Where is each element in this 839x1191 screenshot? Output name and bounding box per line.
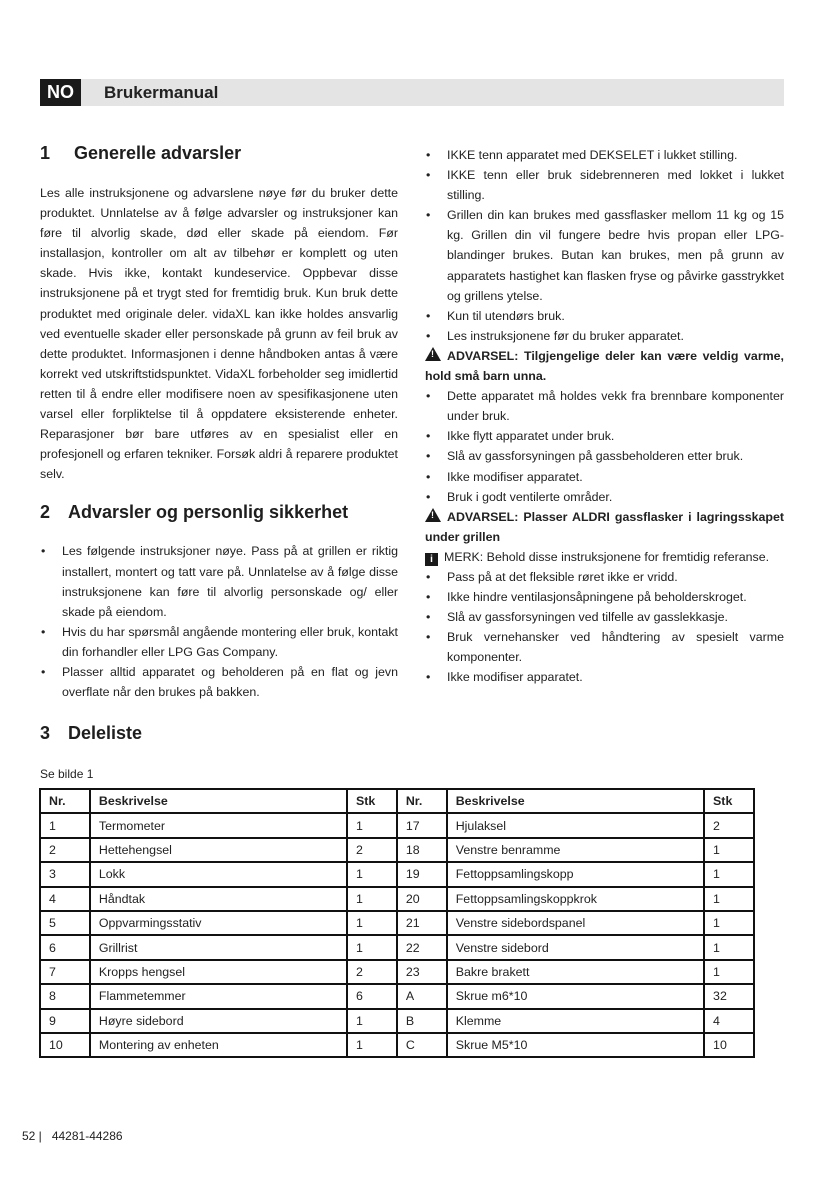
table-cell: 1 <box>347 1033 397 1057</box>
section1-body: Les alle instruksjonene og advarslene nøye før du bruker dette produktet. Unnlatelse av å følge advarsler og instruksjoner kan føre til alvorlig skade, død eller skade på eiendom. Før installasjon, kontroller om alt av tilbehør er komplett og uten skade. Hvis ikke, kontakt kundeservice. Oppbevar disse instruksjonene på et trygt sted for fremtidig bruk. Kun bruk dette produktet med originale deler. vidaXL kan ikke holdes ansvarlig ved eventuelle skader eller personskade på grunn av feil bruk av dette produktet. Informasjonen i denne håndboken antas å være korrekt ved utskriftstidspunktet. VidaXL forbeholder seg imidlertid retten til å endre eller modifisere noen av spesifikasjonene uten varsel eller forpliktelse til å oppdatere eksisterende enheter. Reparasjoner bør bare utføres av en spesialist eller en profesjonell og erfaren tekniker. Forsøk aldri å reparere produktet selv. <box>40 186 398 482</box>
table-cell: 5 <box>40 911 90 935</box>
table-cell: 2 <box>347 960 397 984</box>
table-cell: Hettehengsel <box>90 838 347 862</box>
table-cell: 2 <box>347 838 397 862</box>
manual-title: Brukermanual <box>104 83 219 102</box>
table-cell: 4 <box>704 1009 754 1033</box>
table-cell: Flammetemmer <box>90 984 347 1008</box>
list-item: • Kun til utendørs bruk. <box>425 306 784 326</box>
section1-heading <box>40 140 398 166</box>
list-item: • Ikke hindre ventilasjonsåpningene på beholderskroget. <box>425 587 784 607</box>
table-cell: 1 <box>704 911 754 935</box>
table-cell: Venstre sidebord <box>447 935 704 959</box>
table-cell: 9 <box>40 1009 90 1033</box>
table-cell: 1 <box>347 935 397 959</box>
table-row <box>40 838 754 862</box>
table-cell: 1 <box>704 887 754 911</box>
section1-number: 1 <box>40 143 51 163</box>
table-row <box>40 887 754 911</box>
table-cell: C <box>397 1033 447 1057</box>
list-item: • Ikke modifiser apparatet. <box>425 667 784 687</box>
table-row <box>40 1009 754 1033</box>
table-cell: 17 <box>397 813 447 837</box>
table-row <box>40 862 754 886</box>
list-item: • Ikke modifiser apparatet. <box>425 467 784 487</box>
table-cell: 22 <box>397 935 447 959</box>
page-number: 52 | <box>22 1129 42 1143</box>
table-cell: Kropps hengsel <box>90 960 347 984</box>
table-cell: 23 <box>397 960 447 984</box>
table-cell: Klemme <box>447 1009 704 1033</box>
table-cell: Venstre benramme <box>447 838 704 862</box>
table-row <box>40 984 754 1008</box>
table-cell: A <box>397 984 447 1008</box>
table-cell: 7 <box>40 960 90 984</box>
language-badge: NO <box>40 79 81 106</box>
list-item: • Slå av gassforsyningen på gassbeholderen etter bruk. <box>425 446 784 466</box>
table-row <box>40 960 754 984</box>
parts-table-body <box>40 813 754 1057</box>
list-item: • Hvis du har spørsmål angående montering eller bruk, kontakt din forhandler eller LPG Gas Company. <box>40 622 398 662</box>
table-cell: 1 <box>704 960 754 984</box>
column-header: Stk <box>347 789 397 813</box>
table-cell: 1 <box>347 911 397 935</box>
table-cell: 1 <box>347 862 397 886</box>
parts-table <box>39 788 755 1058</box>
table-cell: 18 <box>397 838 447 862</box>
page-footer <box>22 1129 123 1143</box>
list-item: • Plasser alltid apparatet og beholderen på en flat og jevn overflate når den brukes på bakken. <box>40 662 398 702</box>
warning-icon <box>425 347 441 361</box>
table-cell: 1 <box>704 838 754 862</box>
table-cell: Bakre brakett <box>447 960 704 984</box>
table-cell: 10 <box>40 1033 90 1057</box>
warning-hot-parts <box>425 346 784 386</box>
table-cell: 2 <box>40 838 90 862</box>
right-column <box>425 145 784 688</box>
column-header: Beskrivelse <box>447 789 704 813</box>
safety-list-1 <box>425 145 784 346</box>
table-row <box>40 813 754 837</box>
section2-list <box>40 541 398 702</box>
table-cell: 20 <box>397 887 447 911</box>
note-text: MERK: Behold disse instruksjonene for fremtidig referanse. <box>444 549 770 564</box>
table-row <box>40 911 754 935</box>
table-cell: 10 <box>704 1033 754 1057</box>
warning-icon <box>425 508 441 522</box>
page-header <box>40 79 784 106</box>
list-item: • IKKE tenn apparatet med DEKSELET i lukket stilling. <box>425 145 784 165</box>
table-cell: 4 <box>40 887 90 911</box>
table-cell: 1 <box>704 935 754 959</box>
table-cell: Hjulaksel <box>447 813 704 837</box>
list-item: • Pass på at det fleksible røret ikke er vridd. <box>425 567 784 587</box>
table-cell: 6 <box>40 935 90 959</box>
section3-number: 3 <box>40 723 51 743</box>
section3-title: Deleliste <box>68 723 143 743</box>
table-cell: Fettoppsamlingskopp <box>447 862 704 886</box>
list-item: • Les følgende instruksjoner nøye. Pass på at grillen er riktig installert, montert og tatt vare på. Unnlatelse av å følge disse instruksjonene kan føre til alvorlig personskade og/ eller skade på eiendom. <box>40 541 398 621</box>
table-cell: 1 <box>347 1009 397 1033</box>
table-cell: 8 <box>40 984 90 1008</box>
figure-reference: Se bilde 1 <box>40 767 94 781</box>
table-cell: 1 <box>704 862 754 886</box>
table-row <box>40 1033 754 1057</box>
section3-heading <box>40 720 142 746</box>
table-cell: 1 <box>347 813 397 837</box>
section1-title: Generelle advarsler <box>74 143 242 163</box>
table-cell: Høyre sidebord <box>90 1009 347 1033</box>
list-item: • IKKE tenn eller bruk sidebrenneren med lokket i lukket stilling. <box>425 165 784 205</box>
table-cell: Grillrist <box>90 935 347 959</box>
table-cell: 19 <box>397 862 447 886</box>
column-header: Beskrivelse <box>90 789 347 813</box>
table-cell: Termometer <box>90 813 347 837</box>
table-cell: 6 <box>347 984 397 1008</box>
safety-list-3 <box>425 567 784 688</box>
list-item: • Les instruksjonene før du bruker apparatet. <box>425 326 784 346</box>
table-cell: Håndtak <box>90 887 347 911</box>
table-cell: 1 <box>40 813 90 837</box>
table-cell: 3 <box>40 862 90 886</box>
warning-gas-storage <box>425 507 784 547</box>
table-cell: Skrue m6*10 <box>447 984 704 1008</box>
warning-text: ADVARSEL: Tilgjengelige deler kan være veldig varme, hold små barn unna. <box>425 348 784 384</box>
warning-text: ADVARSEL: Plasser ALDRI gassflasker i lagringsskapet under grillen <box>425 509 784 544</box>
info-icon: i <box>425 553 438 566</box>
left-column <box>40 140 398 702</box>
table-cell: Oppvarmingsstativ <box>90 911 347 935</box>
list-item: • Ikke flytt apparatet under bruk. <box>425 426 784 446</box>
list-item: • Bruk i godt ventilerte områder. <box>425 487 784 507</box>
column-header: Nr. <box>40 789 90 813</box>
table-cell: Venstre sidebordspanel <box>447 911 704 935</box>
section2-title: Advarsler og personlig sikkerhet <box>68 502 349 523</box>
table-cell: Fettoppsamlingskoppkrok <box>447 887 704 911</box>
table-cell: 1 <box>347 887 397 911</box>
table-header-row <box>40 789 754 813</box>
column-header: Stk <box>704 789 754 813</box>
list-item: • Slå av gassforsyningen ved tilfelle av gasslekkasje. <box>425 607 784 627</box>
table-cell: 2 <box>704 813 754 837</box>
safety-list-2 <box>425 386 784 507</box>
product-code: 44281-44286 <box>51 1129 123 1143</box>
list-item: • Dette apparatet må holdes vekk fra brennbare komponenter under bruk. <box>425 386 784 426</box>
table-cell: B <box>397 1009 447 1033</box>
table-row <box>40 935 754 959</box>
table-cell: 32 <box>704 984 754 1008</box>
column-header: Nr. <box>397 789 447 813</box>
table-cell: 21 <box>397 911 447 935</box>
list-item: • Bruk vernehansker ved håndtering av spesielt varme komponenter. <box>425 627 784 667</box>
list-item: • Grillen din kan brukes med gassflasker mellom 11 kg og 15 kg. Grillen din vil fungere bedre hvis propan eller LPG-blandinger brukes. Butan kan brukes, men på grunn av apparatets hastighet kan flasken fryse og påvirke gasstrykket og grillens ytelse. <box>425 205 784 305</box>
note <box>425 547 784 567</box>
table-cell: Lokk <box>90 862 347 886</box>
section2-heading <box>40 499 398 525</box>
table-cell: Skrue M5*10 <box>447 1033 704 1057</box>
table-cell: Montering av enheten <box>90 1033 347 1057</box>
section2-number: 2 <box>40 502 51 523</box>
